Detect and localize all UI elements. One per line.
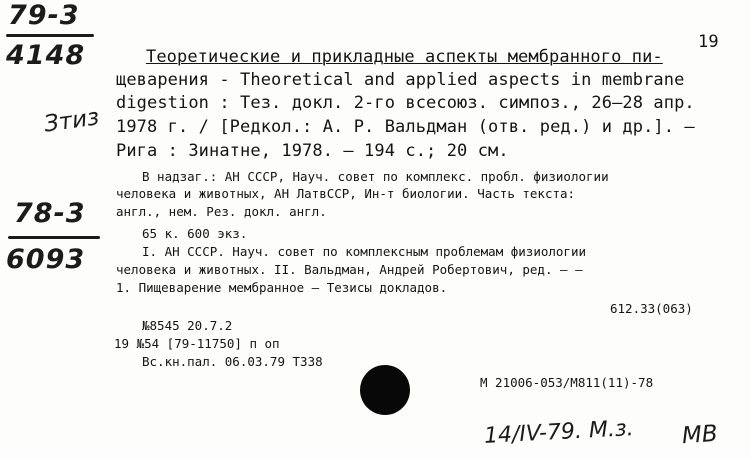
entry-line-4: 1978 г. / [Редкол.: А. Р. Вальдман (отв. ред.) и др.]. — [116,117,695,137]
handwritten-mid-code: 78-3 [14,198,86,229]
handwritten-top-number: 4148 [6,40,86,71]
handwritten-mid-number: 6093 [6,244,86,275]
entry-line-1 [146,47,663,67]
handwritten-initials: МВ [681,420,719,450]
handwritten-underline-2 [8,236,100,239]
tracing-line-2: человека и животных. II. Вальдман, Андрей Робертович, ред. — — [116,262,583,277]
entry-title: Теоретические и прикладные аспекты мембранного пи- [146,47,663,67]
record-line-2: 19 №54 [79-11750] п оп [114,336,280,351]
record-line-3: Вс.кн.пал. 06.03.79 Т338 [142,354,323,369]
entry-line-3: digestion : Тез. докл. 2-го всесоюз. симпоз., 26—28 апр. [116,93,695,113]
catalog-code: М 21006-053/М811(11)-78 [480,375,654,390]
price-and-copies: 65 к. 600 экз. [142,226,248,241]
note-line-3: англ., нем. Рез. докл. англ. [116,204,327,219]
card-number: 19 [698,32,719,52]
note-line-2: человека и животных, АН ЛатвССР, Ин-т биологии. Часть текста: [116,186,576,201]
entry-line-2: щеварения - Theoretical and applied aspects in membrane [116,70,685,90]
handwritten-margin-note: Зтиз [42,104,101,138]
handwritten-top-code: 79-3 [8,0,80,31]
punch-hole [360,365,410,415]
tracing-line-3: 1. Пищеварение мембранное — Тезисы докладов. [116,280,448,295]
entry-line-5: Рига : Зинатне, 1978. — 194 с.; 20 см. [116,141,509,161]
tracing-line-1: I. АН СССР. Науч. совет по комплексным проблемам физиологии [142,244,587,259]
udc-number: 612.33(063) [610,301,693,316]
handwritten-date: 14/IV-79. М.з. [483,416,635,449]
record-line-1: №8545 20.7.2 [142,318,233,333]
note-line-1: В надзаг.: АН СССР, Науч. совет по комплекс. пробл. физиологии [142,169,609,184]
handwritten-underline-1 [6,34,94,37]
